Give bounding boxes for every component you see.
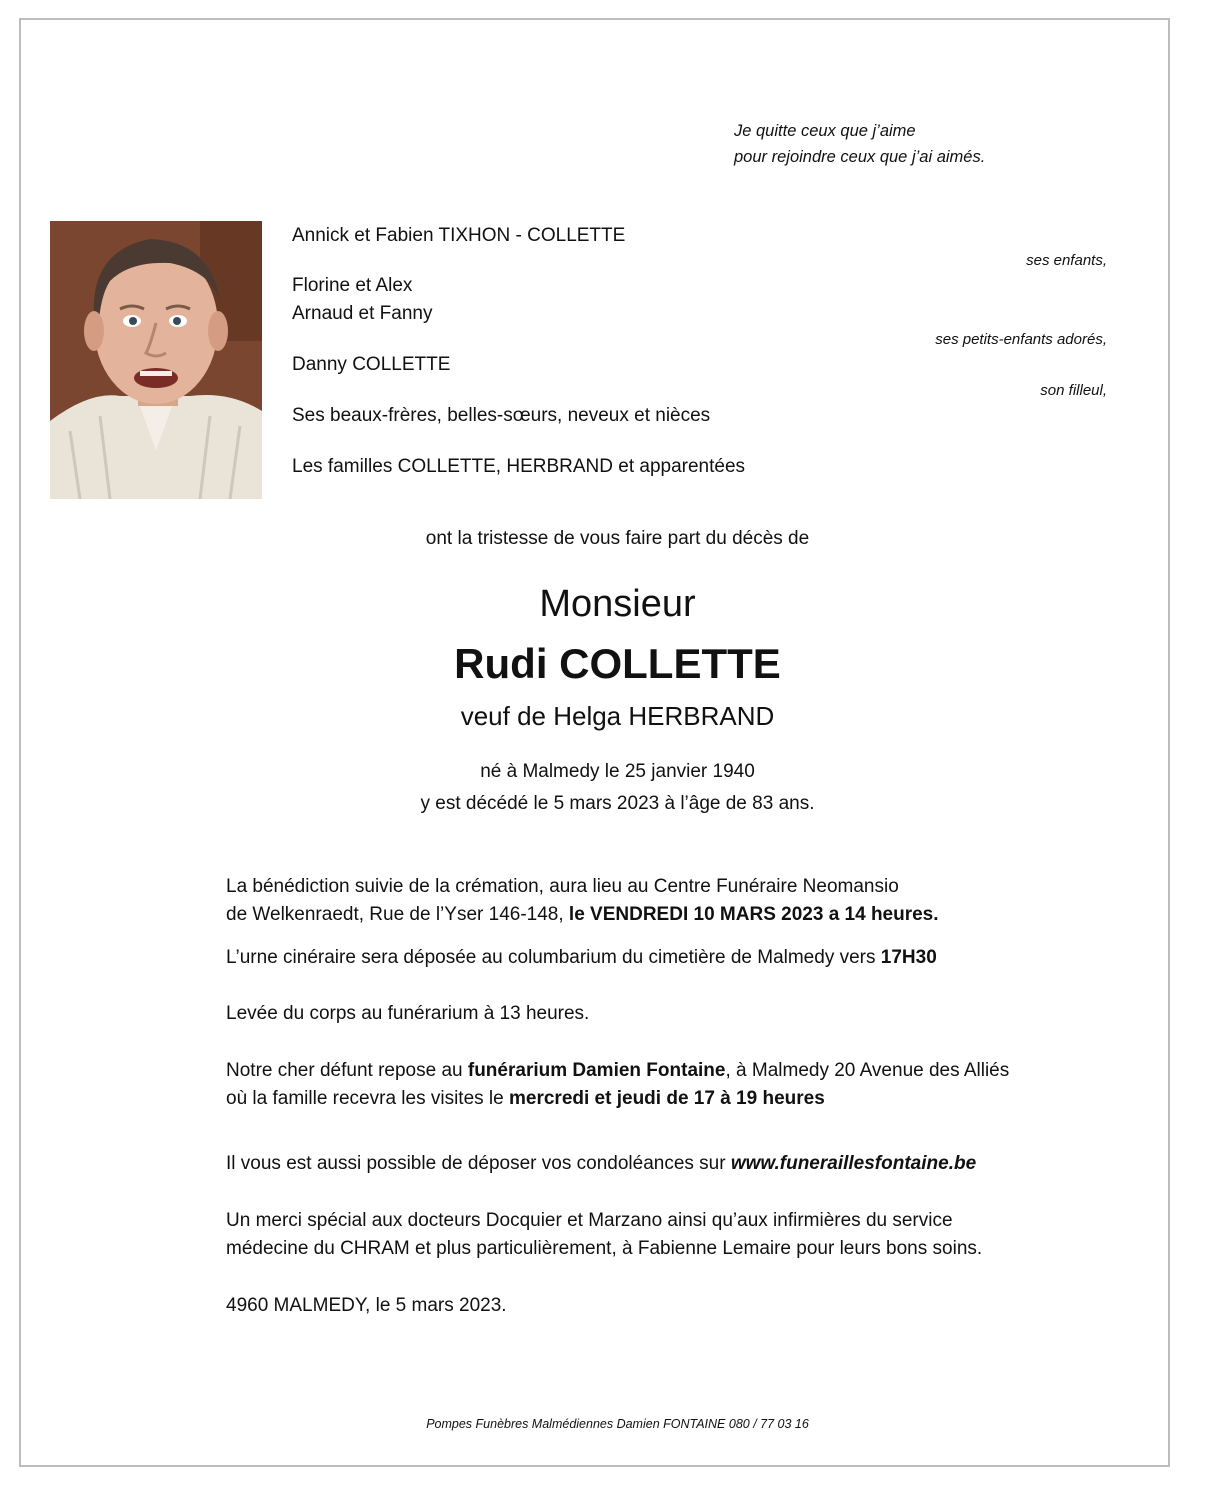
deceased-title: Monsieur: [539, 583, 696, 625]
announcement-intro: ont la tristesse de vous faire part du décès de: [425, 528, 810, 549]
deceased-name: Rudi COLLETTE: [454, 640, 781, 687]
quote-line-1: Je quitte ceux que j’aime: [734, 122, 916, 140]
rest-info: [226, 1057, 1009, 1113]
rest-line-1: [226, 1057, 1009, 1085]
portrait-photo: [50, 221, 262, 499]
condolences-link[interactable]: www.funeraillesfontaine.be: [730, 1153, 977, 1174]
funeral-home-footer: Pompes Funèbres Malmédiennes Damien FONTAINE 080 / 77 03 16: [426, 1417, 809, 1431]
family-godson: Danny COLLETTE: [292, 354, 451, 375]
ceremony-line-2: [226, 901, 939, 929]
ceremony-date: le VENDREDI 10 MARS 2023 a 14 heures.: [568, 904, 939, 925]
role-children: ses enfants,: [1026, 252, 1107, 269]
family-grandchild-2: Arnaud et Fanny: [292, 303, 433, 324]
condolences-info: [226, 1150, 976, 1178]
rest-line-2: [226, 1085, 1009, 1113]
thanks-info: [226, 1207, 982, 1263]
rest-text-1: Notre cher défunt repose au: [226, 1060, 468, 1081]
thanks-line-1: Un merci spécial aux docteurs Docquier et Marzano ainsi qu’aux infirmières du service: [226, 1210, 953, 1231]
ceremony-line-1: La bénédiction suivie de la crémation, aura lieu au Centre Funéraire Neomansio: [226, 876, 899, 897]
levee-info: Levée du corps au funérarium à 13 heures.: [226, 1003, 590, 1024]
widow-of: veuf de Helga HERBRAND: [460, 701, 775, 731]
family-relatives: Les familles COLLETTE, HERBRAND et apparentées: [292, 456, 746, 477]
funerarium-name: funérarium Damien Fontaine: [467, 1060, 726, 1081]
place-date: 4960 MALMEDY, le 5 mars 2023.: [226, 1295, 507, 1316]
epigraph-quote: [734, 118, 985, 170]
urn-time: 17H30: [880, 947, 937, 968]
family-grandchild-1: Florine et Alex: [292, 275, 413, 296]
ceremony-location: de Welkenraedt, Rue de l’Yser 146-148,: [226, 904, 569, 925]
condolences-text: Il vous est aussi possible de déposer vos condoléances sur: [226, 1153, 731, 1174]
birth-info: né à Malmedy le 25 janvier 1940: [480, 761, 755, 782]
rest-text-2: , à Malmedy 20 Avenue des Alliés: [725, 1060, 1010, 1081]
quote-line-2: pour rejoindre ceux que j’ai aimés.: [734, 148, 986, 166]
visits-hours: mercredi et jeudi de 17 à 19 heures: [509, 1088, 825, 1109]
family-children: Annick et Fabien TIXHON - COLLETTE: [292, 225, 626, 246]
ceremony-info: [226, 873, 939, 929]
thanks-line-2: médecine du CHRAM et plus particulièrement, à Fabienne Lemaire pour leurs bons soins.: [226, 1238, 983, 1259]
visits-text: où la famille recevra les visites le: [226, 1088, 509, 1109]
death-info: y est décédé le 5 mars 2023 à l’âge de 83 ans.: [420, 793, 815, 814]
urn-info: [226, 944, 937, 972]
urn-text: L’urne cinéraire sera déposée au columbarium du cimetière de Malmedy vers: [226, 947, 881, 968]
family-in-laws: Ses beaux-frères, belles-sœurs, neveux et nièces: [292, 405, 711, 426]
role-godson: son filleul,: [1040, 382, 1107, 399]
role-grandchildren: ses petits-enfants adorés,: [935, 331, 1107, 348]
